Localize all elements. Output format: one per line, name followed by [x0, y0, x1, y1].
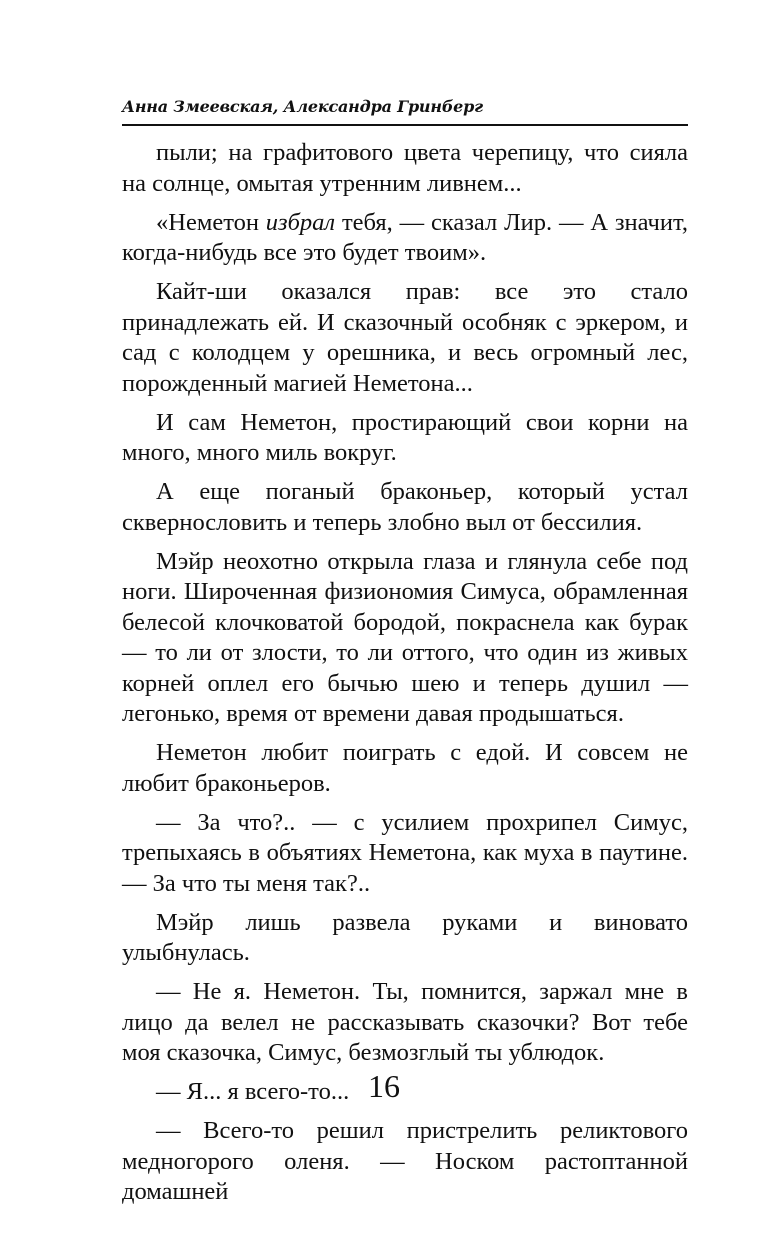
page-number: 16 — [368, 1068, 400, 1104]
paragraph: Мэйр неохотно открыла глаза и глянула себе под ноги. Широченная физиономия Симуса, обрамленная белесой клочковатой бородой, покраснела как бурак — то ли от злости, то ли оттого, что один из живых корней оплел его бычью шею и теперь душил — легонько, время от времени давая продышаться. — [122, 547, 688, 727]
paragraph: А еще поганый браконьер, который устал сквернословить и теперь злобно выл от бессилия. — [122, 478, 688, 536]
paragraph: Кайт-ши оказался прав: все это стало принадлежать ей. И сказочный особняк с эркером, и сад с колодцем у орешника, и весь огромный лес, порожденный магией Неметона... — [122, 278, 688, 397]
paragraph — [122, 208, 688, 269]
running-head — [122, 94, 688, 126]
paragraph: — Не я. Неметон. Ты, помнится, заржал мне в лицо да велел не рассказывать сказочки? Вот тебе моя сказочка, Симус, безмозглый ты ублюдок. — [122, 978, 688, 1066]
paragraph: И сам Неметон, простирающий свои корни на много, много миль вокруг. — [122, 408, 688, 466]
body-text — [122, 138, 688, 1216]
emphasized-word: избрал — [265, 208, 336, 236]
paragraph: Мэйр лишь развела руками и виновато улыбнулась. — [122, 908, 688, 966]
paragraph: — Всего-то решил пристрелить реликтового медногорого оленя. — Носком растоптанной домашней — [122, 1117, 688, 1205]
paragraph: — Я... я всего-то... — [156, 1078, 350, 1105]
paragraph: пыли; на графитового цвета черепицу, что сияла на солнце, омытая утренним ливнем... — [122, 139, 688, 197]
paragraph-text: тебя, — сказал Лир. — А значит, когда-нибудь все это будет твоим». — [122, 208, 688, 266]
paragraph-text: «Неметон — [156, 208, 266, 236]
paragraph: — За что?.. — с усилием прохрипел Симус, трепыхаясь в объятиях Неметона, как муха в паутине. — За что ты меня так?.. — [122, 808, 688, 897]
header-authors: Анна Змеевская, Александра Гринберг — [122, 97, 483, 116]
paragraph: Неметон любит поиграть с едой. И совсем не любит браконьеров. — [122, 739, 688, 797]
